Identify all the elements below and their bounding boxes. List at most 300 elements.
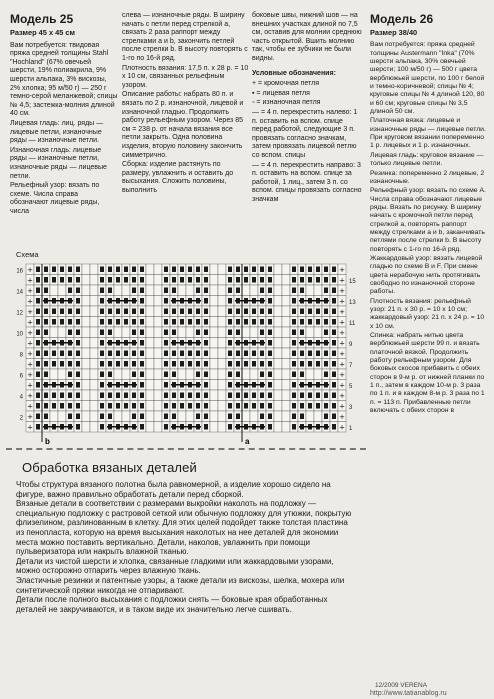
chart-edge-mark: + (339, 339, 345, 348)
chart-knit-mark (292, 393, 296, 399)
chart-knit-mark (76, 298, 80, 304)
chart-knit-mark (324, 330, 328, 336)
chart-knit-mark (60, 393, 64, 399)
chart-knit-mark (140, 424, 144, 430)
chart-knit-mark (236, 372, 240, 378)
chart-knit-mark (332, 277, 336, 283)
chart-knit-mark (236, 330, 240, 336)
chart-edge-mark: + (27, 402, 33, 411)
chart-knit-mark (204, 298, 208, 304)
chart-knit-mark (140, 361, 144, 367)
chart-cell (154, 264, 162, 275)
chart-knit-mark (124, 319, 128, 325)
model25-work-description: Описание работы: набрать 80 п. и вязать по 2 р. изнаночной, лицевой и изнаночной гладью. Продолжить работу рельефным узором. Через 85 см = 238 р. от начала вязания все петли закрыть. Одна половина изделия, вторую половину закончить симметрично. (122, 91, 244, 159)
chart-cell (282, 296, 290, 307)
chart-cell (82, 296, 90, 307)
chart-knit-mark (100, 298, 104, 304)
chart-cell (154, 348, 162, 359)
chart-cell (146, 317, 154, 328)
chart-cell (210, 338, 218, 349)
model25-assembly: Сборка: изделие растянуть по размеру, увлажнить и оставить до высыхания. Сложить половины, выполнить (122, 161, 234, 194)
chart-cell (122, 285, 130, 296)
notes-paragraph: Эластичные резинки и патентные узоры, а также детали из вискозы, шелка, мохера или синтетической пряжи никогда не отпаривают. (16, 575, 345, 595)
chart-edge-mark: + (27, 265, 33, 274)
chart-knit-mark (60, 361, 64, 367)
chart-knit-mark (204, 340, 208, 346)
chart-row-label-left: 14 (16, 289, 23, 296)
chart-cell (58, 327, 66, 338)
chart-knit-mark (108, 372, 112, 378)
chart-cell (90, 380, 98, 391)
chart-cell (122, 327, 130, 338)
chart-edge-mark: + (27, 370, 33, 379)
chart-knit-mark (260, 267, 264, 273)
chart-cell (274, 359, 282, 370)
chart-cell (306, 369, 314, 380)
chart-knit-mark (228, 340, 232, 346)
chart-knit-mark (300, 403, 304, 409)
chart-knit-mark (68, 393, 72, 399)
chart-cell (146, 411, 154, 422)
chart-knit-mark (196, 277, 200, 283)
chart-knit-mark (300, 393, 304, 399)
chart-knit-mark (292, 330, 296, 336)
chart-cell (210, 359, 218, 370)
chart-cell (218, 285, 226, 296)
chart-row-label-left: 10 (16, 331, 23, 338)
chart-knit-mark (116, 309, 120, 315)
chart-knit-mark (180, 351, 184, 357)
chart-knit-mark (332, 319, 336, 325)
chart-cell (242, 327, 250, 338)
chart-cell (82, 369, 90, 380)
chart-knit-mark (300, 309, 304, 315)
chart-cell (218, 401, 226, 412)
chart-cell (146, 369, 154, 380)
chart-knit-mark (204, 382, 208, 388)
chart-knit-mark (172, 267, 176, 273)
chart-cell (154, 285, 162, 296)
chart-cell (50, 411, 58, 422)
chart-knit-mark (236, 277, 240, 283)
chart-cell (58, 411, 66, 422)
chart-cell (90, 285, 98, 296)
chart-knit-mark (76, 267, 80, 273)
chart-knit-mark (108, 361, 112, 367)
chart-cell (154, 359, 162, 370)
chart-cell (186, 327, 194, 338)
model25-stockinette: Лицевая гладь: лиц. ряды — лицевые петли, изнаночные ряды — изнаночные петли. (10, 119, 104, 145)
chart-knit-mark (252, 277, 256, 283)
chart-knit-mark (140, 351, 144, 357)
chart-knit-mark (180, 267, 184, 273)
chart-knit-mark (60, 267, 64, 273)
chart-cell (274, 369, 282, 380)
model26-garter: Платочная вязка: лицевые и изнаночные ряды — лицевые петли. При круговом вязании попеременно 1 р. лицевых и 1 р. изнаночных. (370, 117, 486, 150)
chart-knit-mark (140, 298, 144, 304)
chart-knit-mark (108, 351, 112, 357)
chart-cell (58, 285, 66, 296)
chart-knit-mark (260, 372, 264, 378)
knitting-chart-svg (10, 258, 360, 458)
chart-knit-mark (36, 414, 40, 420)
chart-knit-mark (132, 288, 136, 294)
chart-cell (154, 390, 162, 401)
chart-knit-mark (172, 330, 176, 336)
chart-cell (82, 348, 90, 359)
chart-knit-mark (228, 288, 232, 294)
chart-knit-mark (36, 330, 40, 336)
chart-knit-mark (308, 403, 312, 409)
chart-cell (90, 327, 98, 338)
chart-knit-mark (316, 393, 320, 399)
chart-knit-mark (260, 330, 264, 336)
chart-row-label-right: 5 (349, 383, 353, 390)
chart-cell (210, 348, 218, 359)
chart-knit-mark (188, 277, 192, 283)
chart-edge-mark: + (27, 297, 33, 306)
chart-knit-mark (188, 403, 192, 409)
chart-knit-mark (300, 414, 304, 420)
chart-edge-mark: + (27, 349, 33, 358)
chart-knit-mark (36, 277, 40, 283)
chart-cell (90, 317, 98, 328)
chart-knit-mark (76, 403, 80, 409)
chart-cell (186, 285, 194, 296)
model26-relief: Рельефный узор: вязать по схеме A. Числа справа обозначают лицевые ряды. Вязать по рисунку. В ширину начать с кромочной петли перед стрелкой a, повторять раппорт между стрелками a и b, заканчивать петлями после стрелки b. В высоту повторять с 1-го по 16-й ряд. (370, 187, 486, 253)
chart-knit-mark (164, 330, 168, 336)
chart-knit-mark (292, 309, 296, 315)
chart-cell (210, 275, 218, 286)
model25-reverse-stockinette: Изнаночная гладь: лицевые ряды — изнаночные петли, изнаночные ряды — лицевые петли. (10, 146, 107, 180)
chart-knit-mark (260, 309, 264, 315)
model26-stockinette: Лицевая гладь: круговое вязание — только лицевые петли. (370, 151, 484, 168)
chart-knit-mark (132, 277, 136, 283)
chart-edge-mark: + (339, 370, 345, 379)
chart-knit-mark (332, 267, 336, 273)
model26-materials: Вам потребуется: пряжа средней толщины Austermann "Inka" (70% шерсти альпака, 30% овечьей шерсти; 100 м/50 г) — 500 г цвета верблюжьей шерсти, по 100 г белой и темно-коричневой; спицы № 4; круговые спицы № 4 длиной 120, 80 и 60 см; круговые спицы № 3,5 длиной 50 см. (370, 41, 485, 116)
chart-knit-mark (108, 319, 112, 325)
chart-knit-mark (36, 361, 40, 367)
model26-column (370, 12, 488, 416)
chart-knit-mark (76, 330, 80, 336)
chart-knit-mark (268, 298, 272, 304)
chart-knit-mark (188, 351, 192, 357)
chart-knit-mark (116, 319, 120, 325)
chart-knit-mark (60, 351, 64, 357)
chart-cell (210, 285, 218, 296)
chart-knit-mark (116, 277, 120, 283)
chart-knit-mark (292, 351, 296, 357)
chart-knit-mark (188, 361, 192, 367)
chart-knit-mark (324, 361, 328, 367)
chart-cell (122, 411, 130, 422)
model25-title: Модель 25 (10, 12, 74, 26)
chart-edge-mark: + (27, 328, 33, 337)
chart-row-label-right: 11 (349, 320, 356, 327)
chart-cell (82, 380, 90, 391)
chart-knit-mark (132, 361, 136, 367)
chart-knit-mark (76, 382, 80, 388)
chart-knit-mark (108, 309, 112, 315)
chart-knit-mark (172, 414, 176, 420)
chart-cell (90, 296, 98, 307)
model25-column-2 (122, 12, 250, 196)
chart-row-label-right: 7 (349, 362, 353, 369)
chart-knit-mark (324, 319, 328, 325)
chart-cell (274, 275, 282, 286)
chart-cell (82, 359, 90, 370)
chart-knit-mark (140, 309, 144, 315)
chart-cell (250, 369, 258, 380)
chart-cell (218, 338, 226, 349)
chart-knit-mark (204, 414, 208, 420)
chart-knit-mark (332, 309, 336, 315)
chart-cell (274, 296, 282, 307)
chart-knit-mark (100, 414, 104, 420)
watermark-url: http://www.tatianablog.ru (370, 690, 447, 697)
chart-cell (82, 401, 90, 412)
chart-knit-mark (316, 309, 320, 315)
chart-knit-mark (332, 298, 336, 304)
chart-cell (314, 327, 322, 338)
chart-cell (50, 285, 58, 296)
chart-knit-mark (60, 403, 64, 409)
model26-gauge: Плотность вязания: рельефный узор: 21 п. х 30 р. = 10 х 10 см; жаккардовый узор: 21 п. х 24 р. = 10 х 10 см. (370, 297, 485, 330)
chart-cell (314, 411, 322, 422)
chart-knit-mark (44, 319, 48, 325)
chart-knit-mark (244, 319, 248, 325)
chart-knit-mark (44, 393, 48, 399)
chart-knit-mark (164, 414, 168, 420)
chart-knit-mark (44, 372, 48, 378)
chart-knit-mark (140, 382, 144, 388)
chart-knit-mark (36, 298, 40, 304)
chart-knit-mark (204, 361, 208, 367)
chart-cell (154, 306, 162, 317)
chart-knit-mark (76, 340, 80, 346)
chart-cell (50, 369, 58, 380)
chart-cell (210, 317, 218, 328)
chart-cell (250, 327, 258, 338)
chart-knit-mark (252, 267, 256, 273)
chart-row-label-right: 9 (349, 341, 353, 348)
chart-knit-mark (268, 361, 272, 367)
chart-knit-mark (324, 414, 328, 420)
chart-cell (218, 317, 226, 328)
model26-back: Спинка: набрать нитью цвета верблюжьей шерсти 99 п. и вязать платочной вязкой. Продолжить работу рельефным узором. Для боковых скосов прибавить с обеих сторон в 9-м р. от нижней планки по 1 п., затем в каждом 10-м р. 3 раза по 1 п. и в каждом 8-м р. 3 раза по 1 п. = 113 п. Прибавленные петли включать с обеих сторон в (370, 332, 485, 415)
chart-knit-mark (76, 361, 80, 367)
model25-relief-pattern: Рельефный узор: вязать по схеме. Числа справа обозначают лицевые ряды, числа (10, 182, 100, 215)
chart-knit-mark (204, 372, 208, 378)
chart-knit-mark (324, 403, 328, 409)
chart-knit-mark (172, 361, 176, 367)
chart-knit-mark (204, 330, 208, 336)
notes-title: Обработка вязаных деталей (22, 460, 197, 475)
chart-knit-mark (140, 414, 144, 420)
chart-knit-mark (292, 319, 296, 325)
chart-cell (154, 296, 162, 307)
chart-row-label-left: 16 (16, 268, 23, 275)
chart-knit-mark (308, 319, 312, 325)
chart-knit-mark (196, 403, 200, 409)
chart-cell (274, 306, 282, 317)
chart-knit-mark (172, 351, 176, 357)
chart-cell (178, 369, 186, 380)
chart-cell (90, 348, 98, 359)
chart-cell (186, 411, 194, 422)
chart-knit-mark (300, 277, 304, 283)
chart-knit-mark (140, 330, 144, 336)
chart-knit-mark (132, 309, 136, 315)
chart-knit-mark (140, 340, 144, 346)
chart-knit-mark (44, 309, 48, 315)
chart-knit-mark (76, 277, 80, 283)
chart-knit-mark (324, 393, 328, 399)
chart-knit-mark (268, 330, 272, 336)
chart-knit-mark (124, 393, 128, 399)
chart-knit-mark (188, 319, 192, 325)
chart-cell (218, 296, 226, 307)
chart-knit-mark (228, 298, 232, 304)
chart-knit-mark (164, 267, 168, 273)
model25-materials: Вам потребуется: твидовая пряжа средней толщины Stahl "Hochland" (67% овечьей шерсти, 19% полиакрила, 9% шерсти альпака, 3% вискозы, 2% хлопка; 95 м/50 г) — 250 г темно-серой меланжевой; спицы № 4,5; застежка-молния длиной 40 см. (10, 41, 118, 118)
chart-knit-mark (100, 361, 104, 367)
chart-knit-mark (108, 277, 112, 283)
chart-row-label-left: 12 (16, 310, 23, 317)
model26-size: Размер 38/40 (370, 28, 418, 37)
chart-knit-mark (292, 267, 296, 273)
chart-cell (282, 369, 290, 380)
chart-knit-mark (308, 309, 312, 315)
chart-knit-mark (164, 351, 168, 357)
chart-edge-mark: + (27, 412, 33, 421)
chart-knit-mark (68, 372, 72, 378)
chart-cell (154, 327, 162, 338)
notes-paragraph: Вязаные детали в соответствии с размерами выкройки наколоть на подложку — специальную подложку с растровой сеткой или обычную подложку для утюжки, покрытую флизелином, разлинованным в клетку. Для этих целей подойдет также толстая пластина из пенопласта, которую на время высыхания наколотых на нее деталей для экономии места можно поставить вертикально. Детали, наколов, увлажнить при помощи пульверизатора или накрыть влажной тканью. (16, 499, 352, 557)
model25-column-1 (10, 12, 118, 217)
chart-knit-mark (260, 288, 264, 294)
chart-knit-mark (316, 361, 320, 367)
chart-knit-mark (196, 414, 200, 420)
chart-edge-mark: + (339, 402, 345, 411)
chart-cell (218, 348, 226, 359)
chart-edge-mark: + (27, 307, 33, 316)
chart-knit-mark (236, 267, 240, 273)
chart-edge-mark: + (339, 297, 345, 306)
chart-cell (274, 422, 282, 433)
chart-knit-mark (204, 403, 208, 409)
chart-cell (146, 285, 154, 296)
chart-knit-mark (100, 340, 104, 346)
chart-cell (306, 285, 314, 296)
model26-jacquard: Жаккардовый узор: вязать лицевой гладью по схеме B и F. При смене цвета нерабочую нить протягивать свободно по изнаночной стороне работы. (370, 254, 483, 296)
chart-cell (146, 401, 154, 412)
chart-cell (314, 285, 322, 296)
model25-size: Размер 45 х 45 см (10, 28, 75, 37)
chart-cell (282, 317, 290, 328)
notes-paragraph: Чтобы структура вязаного полотна была равномерной, а изделие хорошо сидело на фигуре, важно правильно обработать детали перед сборкой. (16, 480, 331, 499)
chart-knit-mark (308, 267, 312, 273)
chart-knit-mark (300, 319, 304, 325)
chart-knit-mark (172, 393, 176, 399)
chart-cell (82, 317, 90, 328)
chart-edge-mark: + (27, 423, 33, 432)
chart-cell (282, 401, 290, 412)
chart-knit-mark (228, 424, 232, 430)
chart-knit-mark (204, 288, 208, 294)
chart-cell (82, 275, 90, 286)
chart-knit-mark (204, 351, 208, 357)
chart-knit-mark (316, 319, 320, 325)
chart-knit-mark (60, 309, 64, 315)
chart-knit-mark (316, 267, 320, 273)
chart-cell (282, 327, 290, 338)
chart-knit-mark (132, 403, 136, 409)
chart-knit-mark (116, 403, 120, 409)
chart-knit-mark (252, 351, 256, 357)
chart-knit-mark (228, 330, 232, 336)
chart-knit-mark (332, 393, 336, 399)
chart-knit-mark (36, 309, 40, 315)
chart-knit-mark (108, 267, 112, 273)
magazine-footer: 12/2009 VERENA (375, 682, 428, 689)
chart-knit-mark (52, 319, 56, 325)
chart-cell (58, 369, 66, 380)
chart-edge-mark: + (339, 318, 345, 327)
chart-knit-mark (204, 267, 208, 273)
chart-knit-mark (252, 309, 256, 315)
chart-knit-mark (52, 309, 56, 315)
chart-knit-mark (188, 267, 192, 273)
chart-knit-mark (236, 403, 240, 409)
chart-knit-mark (268, 267, 272, 273)
chart-cell (82, 411, 90, 422)
chart-cell (306, 411, 314, 422)
chart-knit-mark (44, 288, 48, 294)
chart-cell (90, 359, 98, 370)
chart-marker-a: a (245, 437, 250, 446)
chart-cell (282, 422, 290, 433)
chart-cell (82, 285, 90, 296)
chart-knit-mark (300, 330, 304, 336)
chart-knit-mark (36, 288, 40, 294)
chart-knit-mark (292, 424, 296, 430)
chart-knit-mark (204, 309, 208, 315)
chart-knit-mark (228, 319, 232, 325)
chart-knit-mark (124, 351, 128, 357)
chart-edge-mark: + (339, 360, 345, 369)
model25-column-3 (252, 12, 364, 205)
chart-cell (274, 401, 282, 412)
chart-knit-mark (236, 288, 240, 294)
chart-knit-mark (292, 298, 296, 304)
chart-knit-mark (100, 309, 104, 315)
chart-knit-mark (100, 424, 104, 430)
chart-knit-mark (100, 403, 104, 409)
chart-knit-mark (132, 372, 136, 378)
chart-knit-mark (140, 403, 144, 409)
chart-knit-mark (188, 393, 192, 399)
chart-knit-mark (124, 277, 128, 283)
chart-cell (90, 422, 98, 433)
chart-cell (218, 275, 226, 286)
chart-knit-mark (244, 309, 248, 315)
chart-knit-mark (36, 267, 40, 273)
chart-knit-mark (164, 298, 168, 304)
chart-knit-mark (180, 361, 184, 367)
chart-edge-mark: + (339, 286, 345, 295)
